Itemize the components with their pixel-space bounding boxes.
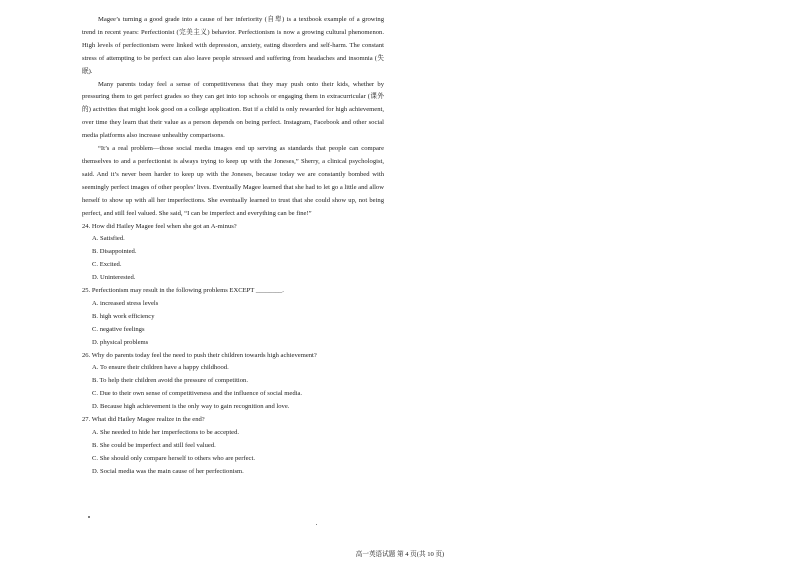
question-24 [82, 221, 384, 286]
question-26-option-c: C. Due to their own sense of competitiveness and the influence of social media. [92, 390, 303, 398]
question-27 [82, 414, 384, 479]
question-27-option-c: C. She should only compare herself to others who are perfect. [92, 454, 255, 462]
passage-paragraph-2: Many parents today feel a sense of competitiveness that they may push onto their kids, whether by pressuring them to get perfect grades so they can get into top schools or engaging them in extracurricular (课外的) activities that might look good on a college application. But if a child is only rewarded for high achievement, over time they learn that their value as a person depends on being perfect. Instagram, Facebook and other social media platforms also increase unhealthy comparisons. [82, 80, 384, 140]
question-25-option-d: D. physical problems [92, 338, 149, 346]
question-24-option-a: A. Satisfied. [92, 235, 125, 243]
question-26 [82, 350, 384, 415]
question-26-stem: 26. Why do parents today feel the need to push their children towards high achievement? [82, 351, 317, 359]
question-25-option-a: A. increased stress levels [92, 299, 159, 307]
question-24-option-d: D. Uninterested. [92, 274, 136, 282]
question-25-option-c: C. negative feelings [92, 325, 145, 333]
question-27-option-b: B. She could be imperfect and still feel valued. [92, 441, 216, 449]
scan-speck-mark [316, 524, 317, 525]
question-24-option-c: C. Excited. [92, 261, 122, 269]
question-24-option-b: B. Disappointed. [92, 248, 137, 256]
exam-page-content [82, 14, 384, 479]
question-25-stem: 25. Perfectionism may result in the following problems EXCEPT ________. [82, 287, 284, 295]
question-26-option-a: A. To ensure their children have a happy childhood. [92, 364, 229, 372]
question-26-option-d: D. Because high achievement is the only way to gain recognition and love. [92, 403, 290, 411]
question-27-option-d: D. Social media was the main cause of her perfectionism. [92, 467, 244, 475]
question-27-stem: 27. What did Hailey Magee realize in the end? [82, 416, 205, 424]
scan-speck-mark [88, 516, 90, 518]
question-25 [82, 285, 384, 350]
page-footer: 高一英语试题 第 4 页(共 10 页) [355, 551, 445, 558]
passage-paragraph-3: “It’s a real problem—those social media images end up serving as standards that people can compare themselves to and a perfectionist is always trying to keep up with the Joneses,” Sherry, a clinical psychologist, said. And it’s never been harder to keep up with the Joneses, because today we are constantly bombed with seemingly perfect images of other peoples’ lives. Eventually Magee learned that she had to let go a little and allow herself to show up with all her imperfections. She eventually learned to trust that she could show up, not being perfect, and still feel valued. She said, “I can be imperfect and everything can be fine!” [82, 145, 384, 217]
passage-paragraph-1: Magee’s turning a good grade into a cause of her inferiority (自卑) is a textbook example of a growing trend in recent years: Perfectionist (完美主义) behavior. Perfectionism is now a growing cultural phenomenon. High levels of perfectionism were linked with depression, anxiety, eating disorders and self-harm. The constant stress of attempting to be perfect can also leave people stressed and suffering from headaches and insomnia (失眠). [82, 16, 384, 75]
question-26-option-b: B. To help their children avoid the pressure of competition. [92, 377, 248, 385]
question-25-option-b: B. high work efficiency [92, 312, 155, 320]
question-27-option-a: A. She needed to hide her imperfections to be accepted. [92, 429, 240, 436]
question-24-stem: 24. How did Hailey Magee feel when she got an A-minus? [82, 222, 237, 230]
